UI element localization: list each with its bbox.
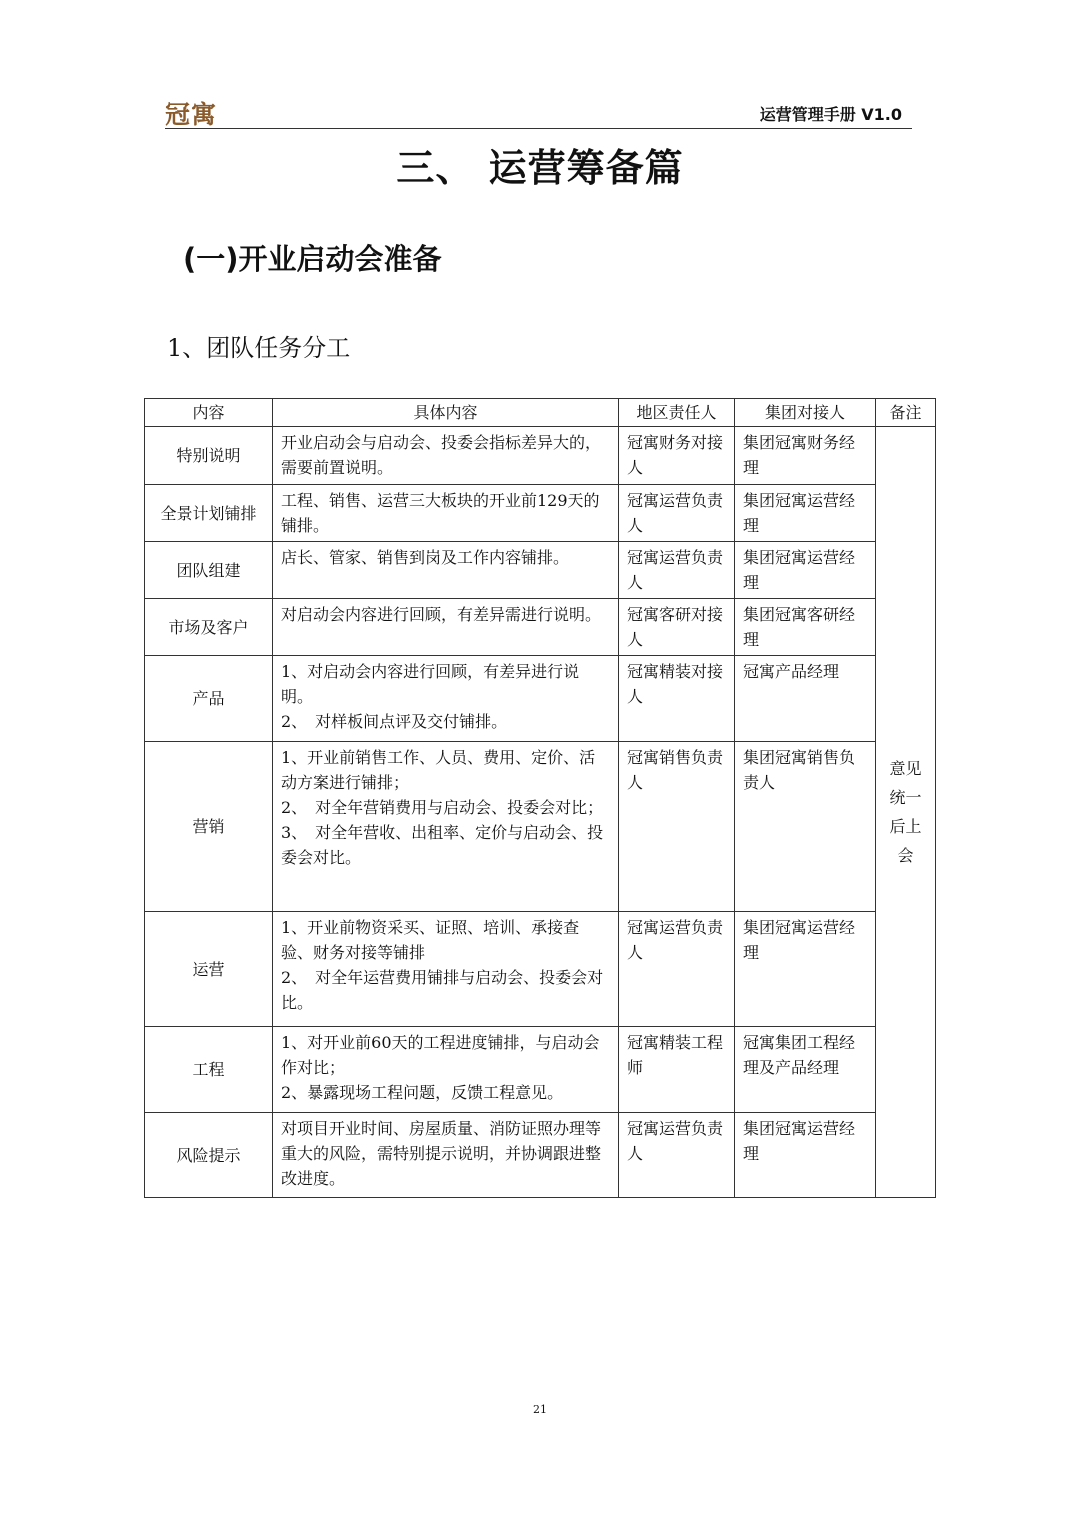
row-regional-owner: 冠寓精装工程师 bbox=[619, 1027, 735, 1113]
row-group-contact: 集团冠寓销售负责人 bbox=[735, 742, 876, 912]
table-row bbox=[145, 1113, 936, 1198]
detail-line: 1、开业前销售工作、人员、费用、定价、活动方案进行铺排； bbox=[281, 748, 596, 792]
row-detail bbox=[273, 542, 619, 599]
table-row bbox=[145, 485, 936, 542]
row-regional-owner: 冠寓运营负责人 bbox=[619, 485, 735, 542]
row-category: 营销 bbox=[145, 742, 273, 912]
brand-logo-text: 冠寓 bbox=[165, 100, 218, 129]
row-regional-owner: 冠寓销售负责人 bbox=[619, 742, 735, 912]
detail-line: 1、开业前物资采买、证照、培训、承接查验、财务对接等铺排 bbox=[281, 918, 580, 962]
row-group-contact: 集团冠寓客研经理 bbox=[735, 599, 876, 656]
table-row bbox=[145, 656, 936, 742]
row-category: 特别说明 bbox=[145, 427, 273, 485]
detail-line: 工程、销售、运营三大板块的开业前129天的铺排。 bbox=[281, 491, 600, 535]
row-regional-owner: 冠寓客研对接人 bbox=[619, 599, 735, 656]
row-detail bbox=[273, 1027, 619, 1113]
row-group-contact: 集团冠寓运营经理 bbox=[735, 542, 876, 599]
detail-line: 对项目开业时间、房屋质量、消防证照办理等重大的风险，需特别提示说明，并协调跟进整改进度。 bbox=[281, 1119, 602, 1188]
detail-line: 开业启动会与启动会、投委会指标差异大的，需要前置说明。 bbox=[281, 433, 602, 477]
row-category: 运营 bbox=[145, 912, 273, 1027]
row-group-contact: 冠寓集团工程经理及产品经理 bbox=[735, 1027, 876, 1113]
row-regional-owner: 冠寓精装对接人 bbox=[619, 656, 735, 742]
subtitle: (一)开业启动会准备 bbox=[183, 242, 442, 276]
row-category: 团队组建 bbox=[145, 542, 273, 599]
row-detail bbox=[273, 427, 619, 485]
page-header bbox=[165, 95, 912, 129]
page-number: 21 bbox=[533, 1403, 547, 1416]
row-detail bbox=[273, 485, 619, 542]
row-detail bbox=[273, 742, 619, 912]
task-table bbox=[144, 398, 936, 1198]
table-row bbox=[145, 427, 936, 485]
header-cell: 集团对接人 bbox=[735, 399, 876, 427]
row-detail bbox=[273, 912, 619, 1027]
table-row bbox=[145, 1027, 936, 1113]
detail-line: 2、 对全年运营费用铺排与启动会、投委会对比。 bbox=[281, 968, 604, 1012]
row-category: 风险提示 bbox=[145, 1113, 273, 1198]
remark-cell: 意见统一后上会 bbox=[876, 427, 936, 1198]
detail-line: 对启动会内容进行回顾，有差异需进行说明。 bbox=[281, 605, 602, 624]
row-group-contact: 集团冠寓运营经理 bbox=[735, 1113, 876, 1198]
manual-title: 运营管理手册 V1.0 bbox=[759, 105, 902, 124]
detail-line: 1、对开业前60天的工程进度铺排，与启动会作对比； bbox=[281, 1033, 600, 1077]
row-category: 全景计划铺排 bbox=[145, 485, 273, 542]
row-group-contact: 集团冠寓财务经理 bbox=[735, 427, 876, 485]
header-cell: 备注 bbox=[876, 399, 936, 427]
row-detail bbox=[273, 1113, 619, 1198]
detail-line: 1、对启动会内容进行回顾，有差异进行说明。 bbox=[281, 662, 580, 706]
row-detail bbox=[273, 599, 619, 656]
table-row bbox=[145, 742, 936, 912]
row-detail bbox=[273, 656, 619, 742]
table-body bbox=[145, 427, 936, 1198]
row-group-contact: 冠寓产品经理 bbox=[735, 656, 876, 742]
row-regional-owner: 冠寓财务对接人 bbox=[619, 427, 735, 485]
detail-line: 2、暴露现场工程问题，反馈工程意见。 bbox=[281, 1083, 564, 1102]
row-group-contact: 集团冠寓运营经理 bbox=[735, 485, 876, 542]
row-category: 市场及客户 bbox=[145, 599, 273, 656]
table-row bbox=[145, 599, 936, 656]
detail-line: 店长、管家、销售到岗及工作内容铺排。 bbox=[281, 548, 570, 567]
detail-line: 2、 对全年营销费用与启动会、投委会对比； bbox=[281, 798, 604, 817]
page-title: 三、 运营筹备篇 bbox=[396, 146, 684, 190]
row-regional-owner: 冠寓运营负责人 bbox=[619, 542, 735, 599]
table-row bbox=[145, 542, 936, 599]
row-regional-owner: 冠寓运营负责人 bbox=[619, 1113, 735, 1198]
row-category: 产品 bbox=[145, 656, 273, 742]
detail-line: 2、 对样板间点评及交付铺排。 bbox=[281, 712, 508, 731]
header-cell: 具体内容 bbox=[273, 399, 619, 427]
section-heading: 1、团队任务分工 bbox=[167, 334, 351, 362]
row-regional-owner: 冠寓运营负责人 bbox=[619, 912, 735, 1027]
row-category: 工程 bbox=[145, 1027, 273, 1113]
header-cell: 内容 bbox=[145, 399, 273, 427]
detail-line: 3、 对全年营收、出租率、定价与启动会、投委会对比。 bbox=[281, 823, 604, 867]
header-cell: 地区责任人 bbox=[619, 399, 735, 427]
row-group-contact: 集团冠寓运营经理 bbox=[735, 912, 876, 1027]
table-header-row bbox=[145, 399, 936, 427]
table-row bbox=[145, 912, 936, 1027]
